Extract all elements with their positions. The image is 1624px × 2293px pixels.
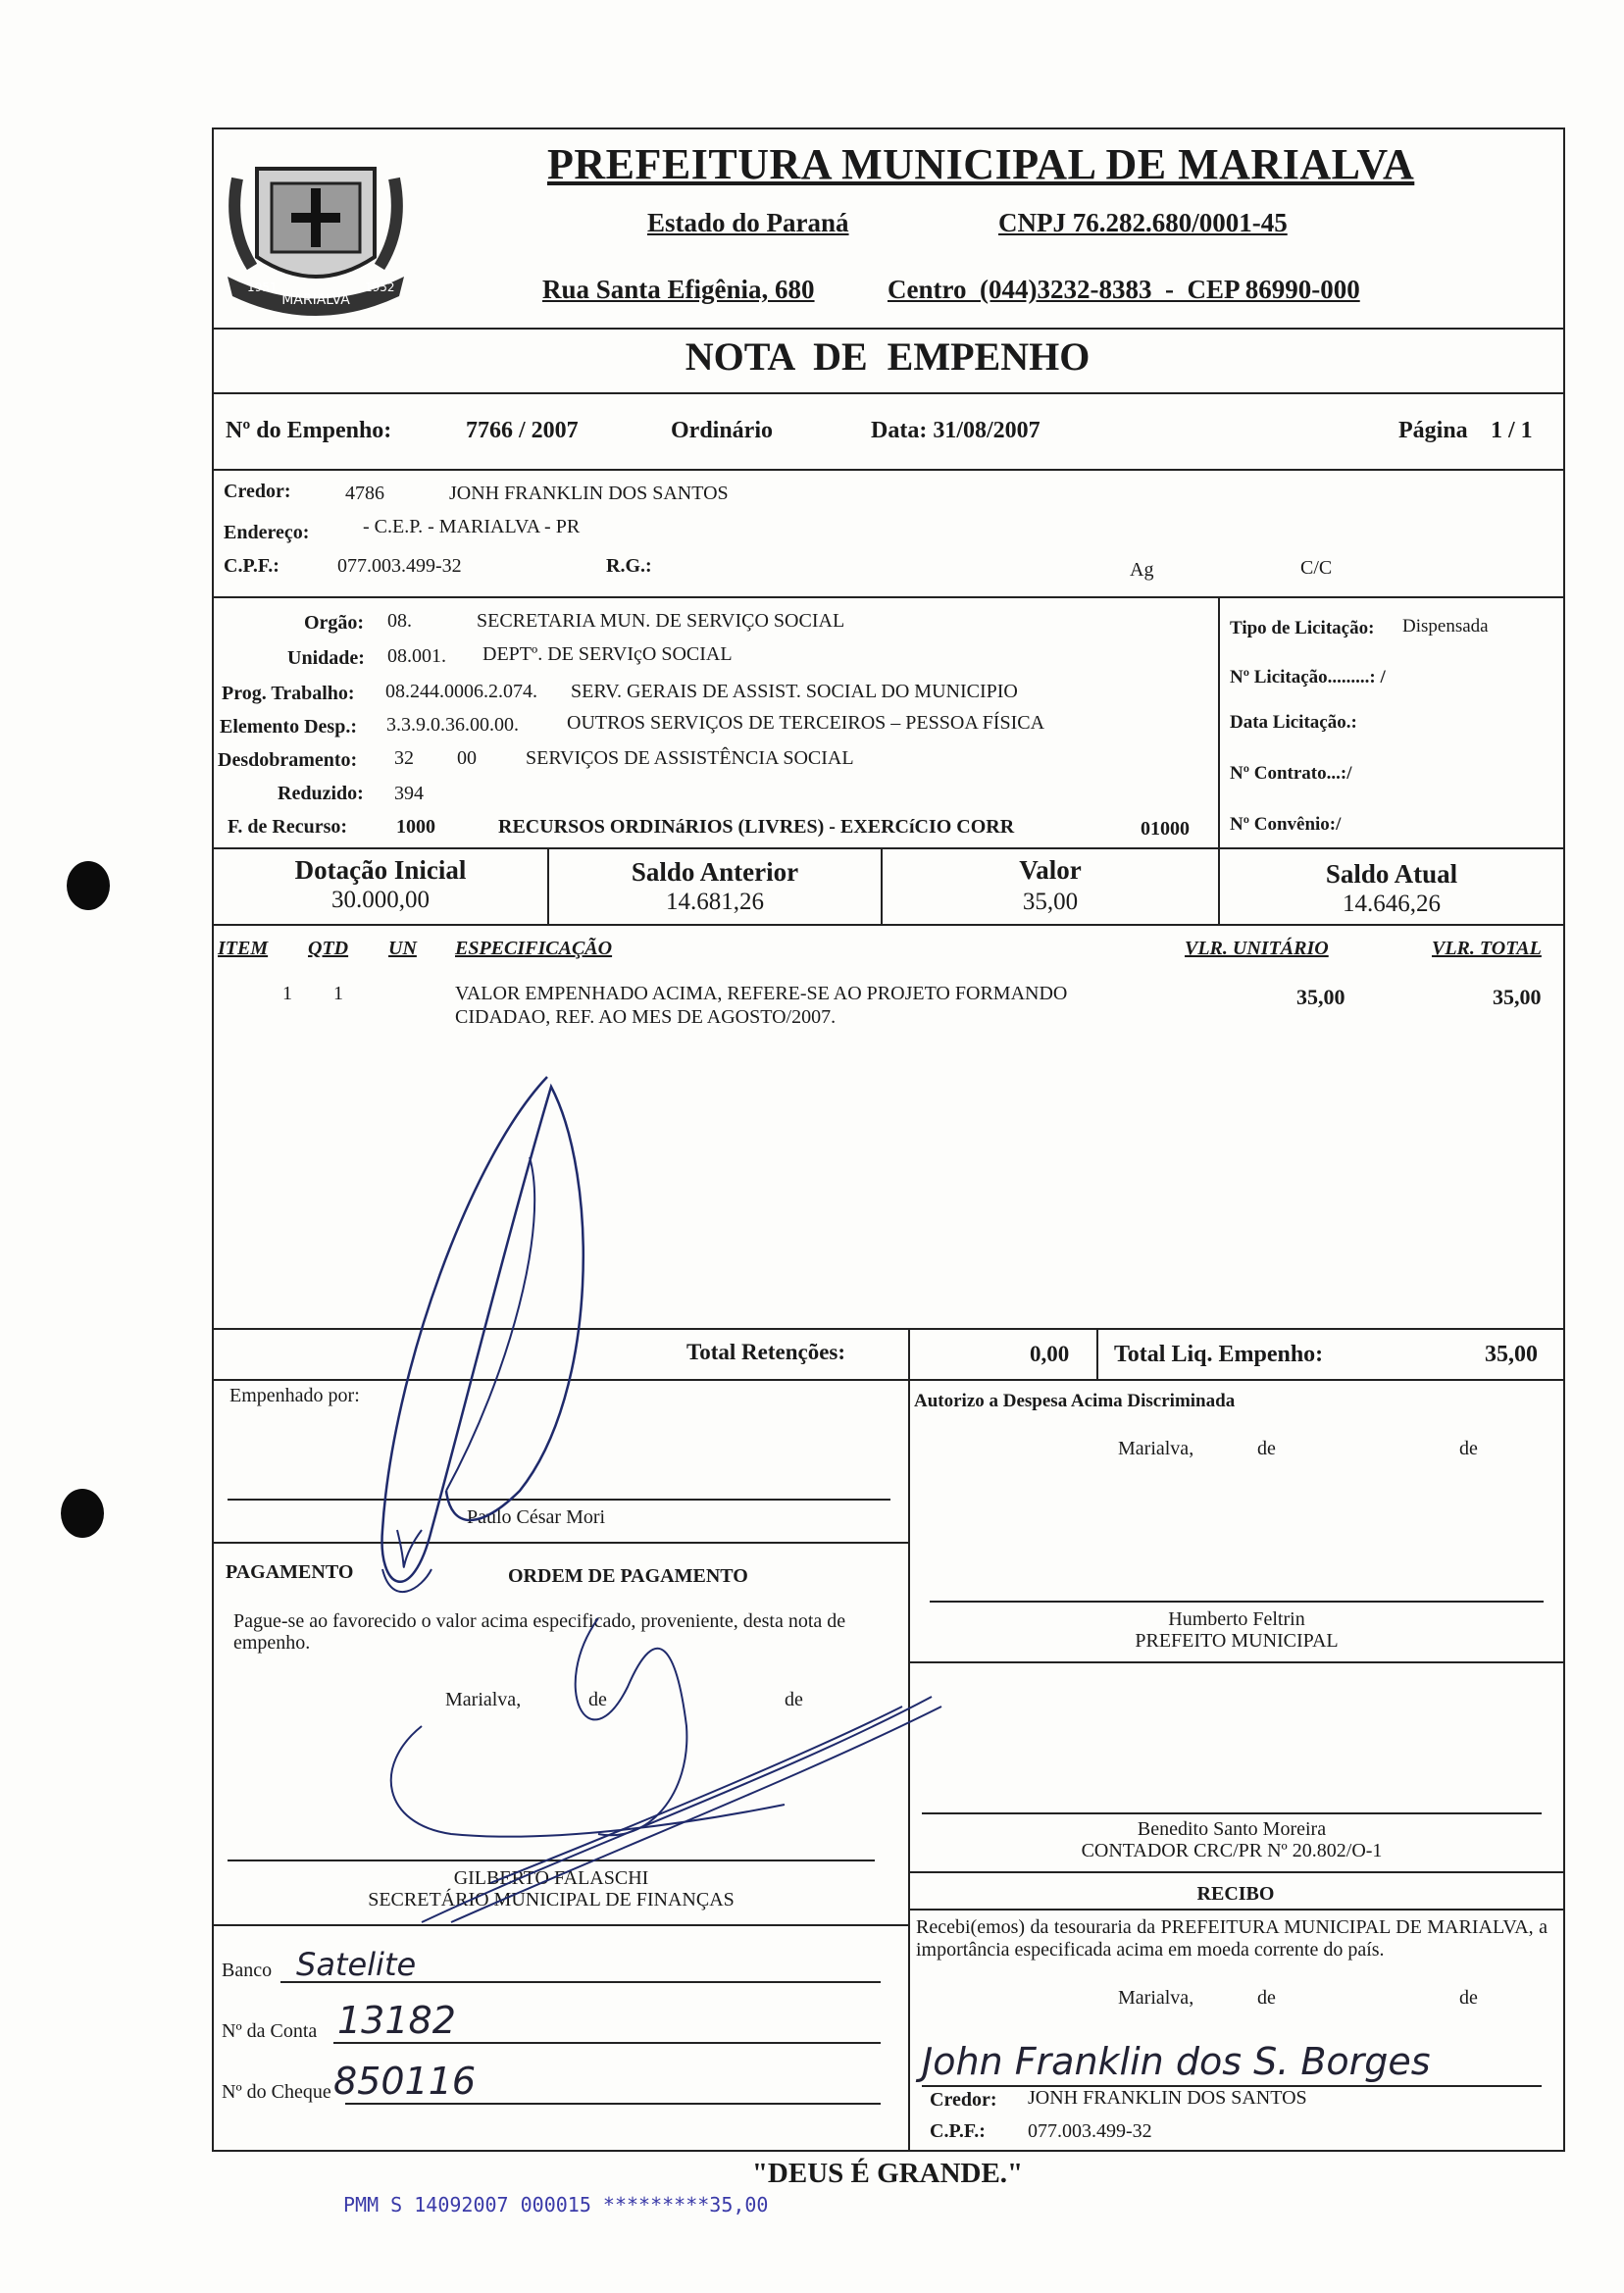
col-spec: ESPECIFICAÇÃO bbox=[455, 938, 613, 959]
credor-label: Credor: bbox=[224, 481, 291, 502]
pagamento-label: PAGAMENTO bbox=[226, 1561, 354, 1583]
desdobramento-name: SERVIÇOS DE ASSISTÊNCIA SOCIAL bbox=[526, 747, 854, 769]
credor-name: JONH FRANKLIN DOS SANTOS bbox=[449, 483, 729, 504]
row-spec-line1: VALOR EMPENHADO ACIMA, REFERE-SE AO PROJETO FORMANDO bbox=[455, 983, 1068, 1004]
empenhado-name: Paulo César Mori bbox=[467, 1506, 606, 1528]
licitacao-contrato: Nº Contrato...:/ bbox=[1230, 763, 1352, 784]
row-total: 35,00 bbox=[1493, 985, 1542, 1009]
row-qtd: 1 bbox=[333, 983, 343, 1004]
prefeito-name: Humberto Feltrin bbox=[1168, 1608, 1305, 1630]
dotacao-inicial-value: 30.000,00 bbox=[331, 887, 430, 913]
row-unit: 35,00 bbox=[1296, 985, 1345, 1009]
autorizo-de1: de bbox=[1257, 1438, 1276, 1459]
unidade-name: DEPTº. DE SERVIçO SOCIAL bbox=[482, 643, 733, 665]
recibo-de1: de bbox=[1257, 1987, 1276, 2009]
cc-label: C/C bbox=[1300, 557, 1333, 579]
liq-label: Total Liq. Empenho: bbox=[1114, 1342, 1324, 1367]
licitacao-numero: Nº Licitação.........: / bbox=[1230, 667, 1386, 688]
licitacao-tipo-value: Dispensada bbox=[1402, 616, 1489, 637]
reduzido-code: 394 bbox=[394, 783, 424, 804]
header-district-phone: Centro (044)3232-8383 - CEP 86990-000 bbox=[888, 275, 1360, 304]
recibo-text: Recebi(emos) da tesouraria da PREFEITURA MUNICIPAL DE MARIALVA, a importância especificada acima em moeda corrente do país. bbox=[916, 1916, 1548, 1961]
empenho-number: 7766 / 2007 bbox=[466, 418, 579, 443]
saldo-atual-value: 14.646,26 bbox=[1343, 891, 1441, 917]
svg-text:MARIALVA: MARIALVA bbox=[281, 292, 350, 308]
ordem-label: ORDEM DE PAGAMENTO bbox=[508, 1565, 748, 1587]
recurso-name: RECURSOS ORDINáRIOS (LIVRES) - EXERCíCIO CORR bbox=[498, 816, 1015, 838]
liq-value: 35,00 bbox=[1485, 1342, 1538, 1367]
recibo-credor-name: JONH FRANKLIN DOS SANTOS bbox=[1028, 2087, 1307, 2109]
prefeito-role: PREFEITO MUNICIPAL bbox=[1135, 1630, 1339, 1652]
header-state: Estado do Paraná bbox=[647, 208, 849, 237]
empenho-label: Nº do Empenho: bbox=[226, 418, 392, 443]
pagamento-de2: de bbox=[785, 1689, 803, 1710]
orgao-name: SECRETARIA MUN. DE SERVIÇO SOCIAL bbox=[477, 610, 845, 632]
recibo-signature: John Franklin dos S. Borges bbox=[922, 2040, 1431, 2083]
desdobramento-label: Desdobramento: bbox=[218, 749, 358, 771]
header-street: Rua Santa Efigênia, 680 bbox=[542, 275, 815, 304]
col-item: ITEM bbox=[218, 938, 269, 959]
elemento-name: OUTROS SERVIÇOS DE TERCEIROS – PESSOA FÍSICA bbox=[567, 712, 1045, 734]
svg-text:1951: 1951 bbox=[247, 280, 278, 294]
prog-label: Prog. Trabalho: bbox=[222, 683, 355, 704]
elemento-code: 3.3.9.0.36.00.00. bbox=[386, 714, 519, 736]
recibo-de2: de bbox=[1459, 1987, 1478, 2009]
cpf-value: 077.003.499-32 bbox=[337, 555, 462, 577]
secretario-role: SECRETÁRIO MUNICIPAL DE FINANÇAS bbox=[368, 1889, 735, 1911]
svg-text:1952: 1952 bbox=[365, 280, 395, 294]
desdobramento-code1: 32 bbox=[394, 747, 414, 769]
dotacao-inicial-label: Dotação Inicial bbox=[294, 855, 467, 885]
retencoes-value: 0,00 bbox=[1030, 1342, 1070, 1366]
col-qtd: QTD bbox=[308, 938, 349, 959]
recurso-code2: 01000 bbox=[1141, 818, 1190, 840]
rg-label: R.G.: bbox=[606, 555, 652, 577]
ag-label: Ag bbox=[1130, 559, 1154, 581]
conta-value: 13182 bbox=[337, 1999, 456, 2042]
recibo-cpf-label: C.P.F.: bbox=[930, 2120, 986, 2142]
address-label: Endereço: bbox=[224, 522, 310, 543]
header-title: PREFEITURA MUNICIPAL DE MARIALVA bbox=[547, 140, 1415, 188]
valor-value: 35,00 bbox=[1022, 889, 1079, 915]
page-number: 1 / 1 bbox=[1491, 418, 1533, 443]
autorizo-de2: de bbox=[1459, 1438, 1478, 1459]
autorizo-place: Marialva, bbox=[1118, 1438, 1194, 1459]
page-label: Página bbox=[1398, 418, 1468, 443]
cpf-label: C.P.F.: bbox=[224, 555, 279, 577]
banco-label: Banco bbox=[222, 1960, 273, 1981]
recibo-place: Marialva, bbox=[1118, 1987, 1194, 2009]
retencoes-label: Total Retenções: bbox=[686, 1340, 846, 1364]
col-total: VLR. TOTAL bbox=[1432, 938, 1542, 959]
cheque-label: Nº do Cheque bbox=[222, 2081, 331, 2103]
banco-value: Satelite bbox=[296, 1946, 417, 1983]
orgao-code: 08. bbox=[387, 610, 412, 632]
empenho-type: Ordinário bbox=[671, 418, 774, 443]
row-spec-line2: CIDADAO, REF. AO MES DE AGOSTO/2007. bbox=[455, 1006, 837, 1028]
licitacao-data: Data Licitação.: bbox=[1230, 712, 1357, 733]
autorizo-title: Autorizo a Despesa Acima Discriminada bbox=[914, 1391, 1236, 1411]
saldo-anterior-value: 14.681,26 bbox=[666, 889, 764, 915]
unidade-code: 08.001. bbox=[387, 645, 446, 667]
empenhado-label: Empenhado por: bbox=[229, 1385, 360, 1406]
licitacao-tipo-label: Tipo de Licitação: bbox=[1230, 618, 1375, 638]
saldo-anterior-label: Saldo Anterior bbox=[631, 857, 799, 887]
contador-name: Benedito Santo Moreira bbox=[1137, 1818, 1327, 1840]
desdobramento-code2: 00 bbox=[457, 747, 477, 769]
recurso-label: F. de Recurso: bbox=[228, 816, 348, 838]
recibo-cpf: 077.003.499-32 bbox=[1028, 2120, 1152, 2142]
cheque-value: 850116 bbox=[333, 2060, 477, 2103]
footer-motto: "DEUS É GRANDE." bbox=[751, 2158, 1024, 2189]
licitacao-convenio: Nº Convênio:/ bbox=[1230, 814, 1342, 835]
document-title: NOTA DE EMPENHO bbox=[685, 334, 1091, 379]
recurso-code: 1000 bbox=[396, 816, 435, 838]
footer-stamp: PMM S 14092007 000015 *********35,00 bbox=[343, 2193, 769, 2217]
conta-label: Nº da Conta bbox=[222, 2020, 318, 2042]
row-item: 1 bbox=[282, 983, 292, 1004]
col-unit: VLR. UNITÁRIO bbox=[1185, 938, 1329, 959]
prog-name: SERV. GERAIS DE ASSIST. SOCIAL DO MUNICIPIO bbox=[571, 681, 1018, 702]
orgao-label: Orgão: bbox=[304, 612, 365, 634]
recibo-title: RECIBO bbox=[1196, 1883, 1275, 1905]
contador-role: CONTADOR CRC/PR Nº 20.802/O-1 bbox=[1081, 1840, 1383, 1861]
pagamento-place: Marialva, bbox=[445, 1689, 522, 1710]
col-un: UN bbox=[388, 938, 417, 959]
secretario-name: GILBERTO FALASCHI bbox=[453, 1867, 649, 1889]
prog-code: 08.244.0006.2.074. bbox=[385, 681, 537, 702]
unidade-label: Unidade: bbox=[287, 647, 365, 669]
reduzido-label: Reduzido: bbox=[278, 783, 364, 804]
header-cnpj: CNPJ 76.282.680/0001-45 bbox=[998, 208, 1288, 237]
valor-label: Valor bbox=[1019, 855, 1082, 885]
address-value: - C.E.P. - MARIALVA - PR bbox=[363, 516, 581, 537]
recibo-credor-label: Credor: bbox=[930, 2089, 997, 2111]
credor-code: 4786 bbox=[345, 483, 384, 504]
elemento-label: Elemento Desp.: bbox=[220, 716, 357, 738]
empenho-date: Data: 31/08/2007 bbox=[871, 418, 1040, 443]
saldo-atual-label: Saldo Atual bbox=[1325, 859, 1458, 889]
pagamento-text: Pague-se ao favorecido o valor acima especificado, proveniente, desta nota de empenho. bbox=[233, 1610, 846, 1654]
pagamento-de1: de bbox=[588, 1689, 607, 1710]
